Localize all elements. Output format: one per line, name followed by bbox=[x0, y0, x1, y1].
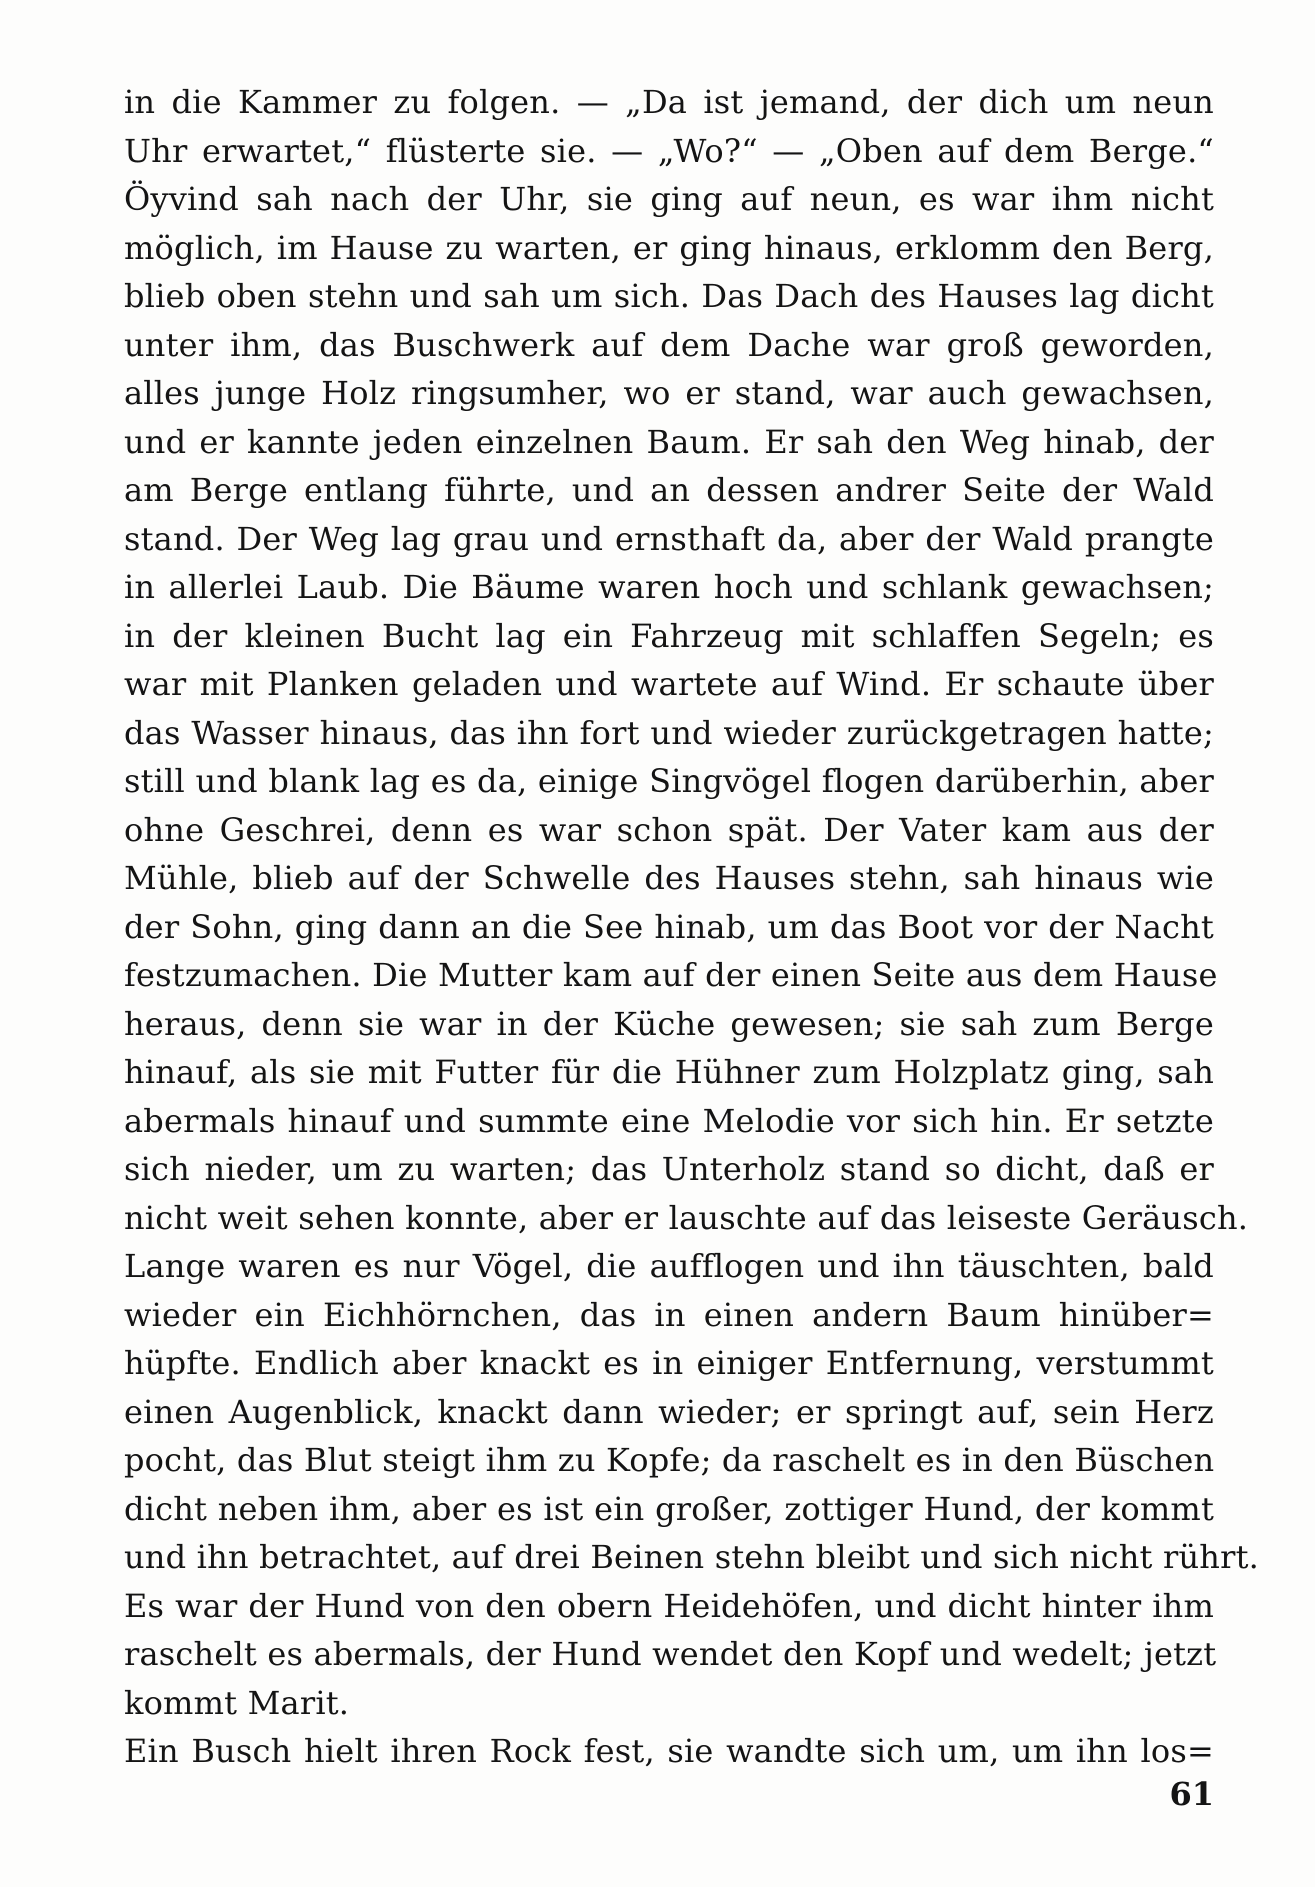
text-line: in allerlei Laub. Die Bäume waren hoch und schlank gewachsen; bbox=[124, 568, 1214, 606]
text-line: Ein Busch hielt ihren Rock fest, sie wandte sich um, um ihn los= bbox=[124, 1732, 1214, 1770]
text-line: abermals hinauf und summte eine Melodie vor sich hin. Er setzte bbox=[124, 1101, 1214, 1140]
text-line-paragraph-end: kommt Marit. bbox=[124, 1683, 350, 1722]
text-line: alles junge Holz ringsumher, wo er stand, war auch gewachsen, bbox=[124, 374, 1214, 412]
text-line: wieder ein Eichhörnchen, das in einen andern Baum hinüber= bbox=[124, 1295, 1214, 1334]
text-line: Öyvind sah nach der Uhr, sie ging auf neun, es war ihm nicht bbox=[124, 180, 1214, 218]
text-line: unter ihm, das Buschwerk auf dem Dache war groß geworden, bbox=[124, 325, 1214, 364]
text-line: pocht, das Blut steigt ihm zu Kopfe; da raschelt es in den Büschen bbox=[124, 1441, 1215, 1479]
text-line: und ihn betrachtet, auf drei Beinen stehn bleibt und sich nicht rührt. bbox=[124, 1538, 1260, 1576]
text-line: hinauf, als sie mit Futter für die Hühner zum Holzplatz ging, sah bbox=[124, 1053, 1214, 1091]
text-line: dicht neben ihm, aber es ist ein großer, zottiger Hund, der kommt bbox=[124, 1489, 1214, 1528]
text-line: der Sohn, ging dann an die See hinab, um das Boot vor der Nacht bbox=[124, 907, 1214, 946]
text-line: still und blank lag es da, einige Singvögel flogen darüberhin, aber bbox=[124, 762, 1214, 800]
text-line: war mit Planken geladen und wartete auf Wind. Er schaute über bbox=[124, 665, 1214, 703]
text-line: und er kannte jeden einzelnen Baum. Er sah den Weg hinab, der bbox=[124, 422, 1214, 461]
page-number: 61 bbox=[1169, 1775, 1214, 1813]
text-line: das Wasser hinaus, das ihn fort und wieder zurückgetragen hatte; bbox=[124, 713, 1214, 752]
text-line: in der kleinen Bucht lag ein Fahrzeug mit schlaffen Segeln; es bbox=[124, 616, 1214, 655]
text-line: stand. Der Weg lag grau und ernsthaft da, aber der Wald prangte bbox=[124, 519, 1214, 558]
text-line: Uhr erwartet,“ flüsterte sie. — „Wo?“ — „Oben auf dem Berge.“ bbox=[124, 131, 1214, 170]
text-line: nicht weit sehen konnte, aber er lauschte auf das leiseste Geräusch. bbox=[124, 1198, 1249, 1237]
body-text bbox=[124, 78, 1260, 1776]
text-line: am Berge entlang führte, und an dessen andrer Seite der Wald bbox=[124, 471, 1214, 509]
text-line: einen Augenblick, knackt dann wieder; er springt auf, sein Herz bbox=[124, 1392, 1214, 1431]
text-line: möglich, im Hause zu warten, er ging hinaus, erklomm den Berg, bbox=[124, 228, 1214, 267]
text-line: in die Kammer zu folgen. — „Da ist jemand, der dich um neun bbox=[124, 83, 1214, 121]
text-line: sich nieder, um zu warten; das Unterholz stand so dicht, daß er bbox=[124, 1150, 1214, 1188]
text-line: heraus, denn sie war in der Küche gewesen; sie sah zum Berge bbox=[124, 1004, 1214, 1043]
text-line: hüpfte. Endlich aber knackt es in einiger Entfernung, verstummt bbox=[124, 1344, 1214, 1382]
text-line: Lange waren es nur Vögel, die aufflogen und ihn täuschten, bald bbox=[124, 1247, 1214, 1285]
text-line: raschelt es abermals, der Hund wendet den Kopf und wedelt; jetzt bbox=[124, 1635, 1217, 1673]
text-line: ohne Geschrei, denn es war schon spät. Der Vater kam aus der bbox=[124, 810, 1214, 849]
text-line: blieb oben stehn und sah um sich. Das Dach des Hauses lag dicht bbox=[124, 277, 1214, 315]
text-line: festzumachen. Die Mutter kam auf der einen Seite aus dem Hause bbox=[124, 956, 1218, 994]
text-line: Es war der Hund von den obern Heidehöfen, und dicht hinter ihm bbox=[124, 1586, 1214, 1625]
text-line: Mühle, blieb auf der Schwelle des Hauses stehn, sah hinaus wie bbox=[124, 859, 1214, 897]
